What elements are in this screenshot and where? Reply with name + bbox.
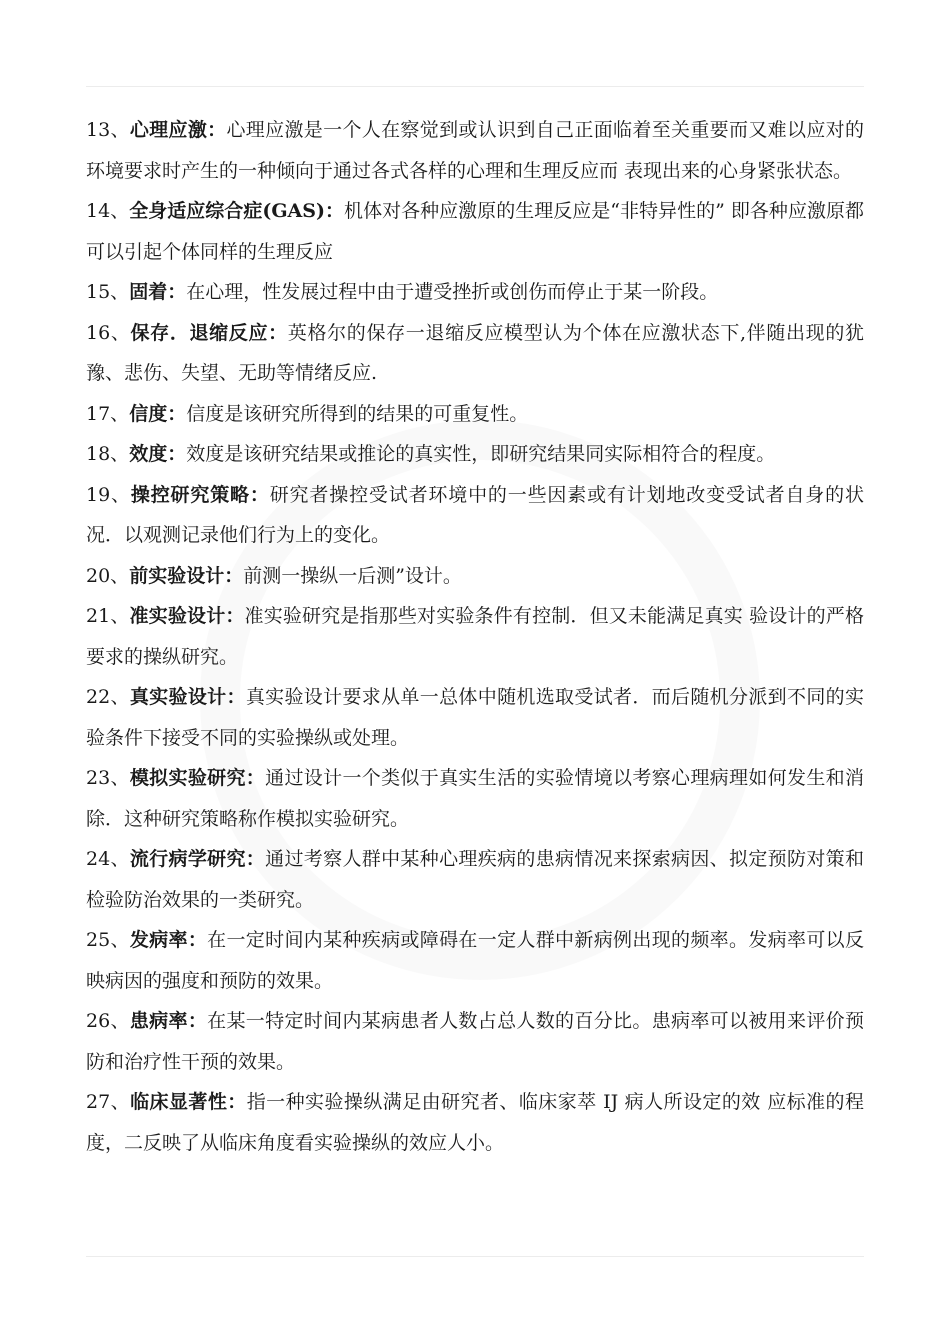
footer-rule <box>86 1256 864 1257</box>
entry-25 <box>86 920 864 1001</box>
entry-26 <box>86 1001 864 1082</box>
entry-24 <box>86 839 864 920</box>
entry-definition: 机体对各种应激原的生理反应是“非特异性的” 即各种应激原都可以引起个体同样的生理反应 <box>86 200 864 263</box>
entry-number: 25、 <box>86 929 130 951</box>
entry-term: 流行病学研究： <box>129 848 266 870</box>
entry-term: 保存．退缩反应： <box>130 321 288 344</box>
entry-27 <box>86 1082 864 1163</box>
entry-number: 18、 <box>86 443 130 465</box>
entry-definition: 准实验研究是指那些对实验条件有控制．但又未能满足真实 验设计的严格要求的操纵研究。 <box>86 605 864 668</box>
entry-19 <box>86 475 864 556</box>
entry-number: 14、 <box>86 200 130 222</box>
entry-definition: 在某一特定时间内某病患者人数占总人数的百分比。患病率可以被用来评价预防和治疗性干预的效果。 <box>86 1010 864 1073</box>
entry-term: 模拟实验研究： <box>129 767 266 789</box>
entry-term: 心理应激： <box>129 119 227 141</box>
entry-definition: 在一定时间内某种疾病或障碍在一定人群中新病例出现的频率。发病率可以反映病因的强度和预防的效果。 <box>86 929 864 992</box>
entry-23 <box>86 758 864 839</box>
entry-number: 24、 <box>86 848 130 870</box>
entry-20 <box>86 556 864 597</box>
entry-term: 患病率： <box>129 1010 208 1032</box>
entry-number: 20、 <box>86 564 130 587</box>
entry-number: 16、 <box>86 321 131 344</box>
entry-definition: 通过设计一个类似于真实生活的实验情境以考察心理病理如何发生和消除．这种研究策略称作模拟实验研究。 <box>86 767 864 830</box>
entry-number: 13、 <box>86 119 130 141</box>
entry-18 <box>86 434 864 475</box>
entry-definition: 英格尔的保存一退缩反应模型认为个体在应激状态下,伴随出现的犹豫、悲伤、失望、无助等情绪反应. <box>86 321 864 384</box>
entry-definition: 指一种实验操纵满足由研究者、临床家萃 IJ 病人所设定的效 应标准的程度，二反映了从临床角度看实验操纵的效应人小。 <box>86 1091 864 1154</box>
entry-number: 23、 <box>86 767 130 789</box>
entry-definition: 在心理，性发展过程中由于遭受挫折或创伤而停止于某一阶段。 <box>186 281 719 303</box>
entry-term: 真实验设计： <box>129 686 246 708</box>
entry-17 <box>86 394 864 435</box>
entry-term: 临床显著性： <box>130 1091 247 1113</box>
entry-definition: 研究者操控受试者环境中的一些因素或有计划地改变受试者自身的状况．以观测记录他们行为上的变化。 <box>86 483 864 546</box>
entry-number: 22、 <box>86 686 130 708</box>
entry-15 <box>86 272 864 313</box>
entry-definition: 通过考察人群中某种心理疾病的患病情况来探索病因、拟定预防对策和检验防治效果的一类研究。 <box>86 848 864 911</box>
entry-definition: 效度是该研究结果或推论的真实性，即研究结果同实际相符合的程度。 <box>186 443 776 465</box>
entry-number: 15、 <box>86 281 130 303</box>
entry-number: 27、 <box>86 1091 131 1113</box>
entry-term: 信度： <box>129 402 187 425</box>
entry-14 <box>86 191 864 272</box>
entry-number: 17、 <box>86 402 130 425</box>
entry-term: 全身适应综合症(GAS)： <box>129 200 345 222</box>
entry-term: 前实验设计： <box>129 564 244 587</box>
entry-definition: 前测一操纵一后测”设计。 <box>243 564 462 587</box>
entry-22 <box>86 677 864 758</box>
entry-definition: 信度是该研究所得到的结果的可重复性。 <box>186 402 529 425</box>
entry-term: 准实验设计： <box>129 605 245 627</box>
entry-number: 19、 <box>86 483 131 506</box>
entry-number: 26、 <box>86 1010 130 1032</box>
entry-term: 操控研究策略： <box>130 483 270 506</box>
entry-21 <box>86 596 864 677</box>
entry-term: 发病率： <box>129 929 208 951</box>
entry-16 <box>86 313 864 394</box>
document-body <box>86 110 864 1163</box>
entry-number: 21、 <box>86 605 130 627</box>
entry-definition: 心理应激是一个人在察觉到或认识到自己正面临着至关重要而又难以应对的环境要求时产生的一种倾向于通过各式各样的心理和生理反应而 表现出来的心身紧张状态。 <box>86 119 864 182</box>
entry-definition: 真实验设计要求从单一总体中随机选取受试者．而后随机分派到不同的实验条件下接受不同的实验操纵或处理。 <box>86 686 864 749</box>
entry-term: 固着： <box>129 281 187 303</box>
header-rule <box>86 86 864 87</box>
entry-13 <box>86 110 864 191</box>
entry-term: 效度： <box>129 443 187 465</box>
